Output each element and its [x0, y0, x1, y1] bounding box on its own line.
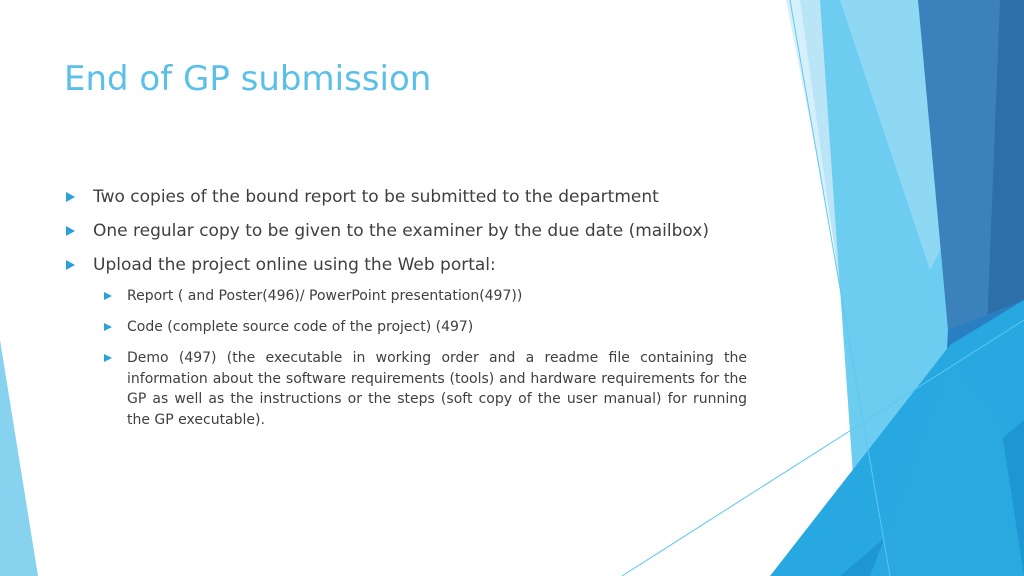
sub-bullet-demo: [103, 348, 747, 430]
bullet-item-examiner-copy: [64, 218, 764, 244]
sub-bullet-code: [103, 317, 747, 338]
bullet-item-report-copies: [64, 184, 764, 210]
bullet-text: Two copies of the bound report to be submitted to the department: [93, 187, 659, 207]
sub-bullet-arrow-icon: [104, 292, 112, 300]
sub-bullet-arrow-icon: [104, 354, 112, 362]
bullet-arrow-icon: [66, 260, 75, 270]
bullet-arrow-icon: [66, 226, 75, 236]
sub-bullet-text: Demo (497) (the executable in working order and a readme file containing the information about the software requirements (tools) and hardware requirements for the GP as well as the instructions or the steps (soft copy of the user manual) for running the GP executable).: [127, 350, 747, 428]
bullet-list: [64, 184, 764, 441]
sub-bullet-report: [103, 286, 747, 307]
slide-title: End of GP submission: [64, 59, 432, 99]
sub-bullet-text: Report ( and Poster(496)/ PowerPoint presentation(497)): [127, 288, 523, 304]
bullet-text: Upload the project online using the Web portal:: [93, 255, 496, 275]
bullet-arrow-icon: [66, 192, 75, 202]
sub-bullet-arrow-icon: [104, 323, 112, 331]
bullet-item-upload-online: [64, 252, 764, 278]
sub-bullet-text: Code (complete source code of the project) (497): [127, 319, 474, 335]
bullet-text: One regular copy to be given to the examiner by the due date (mailbox): [93, 221, 709, 241]
left-facet: [0, 340, 38, 576]
